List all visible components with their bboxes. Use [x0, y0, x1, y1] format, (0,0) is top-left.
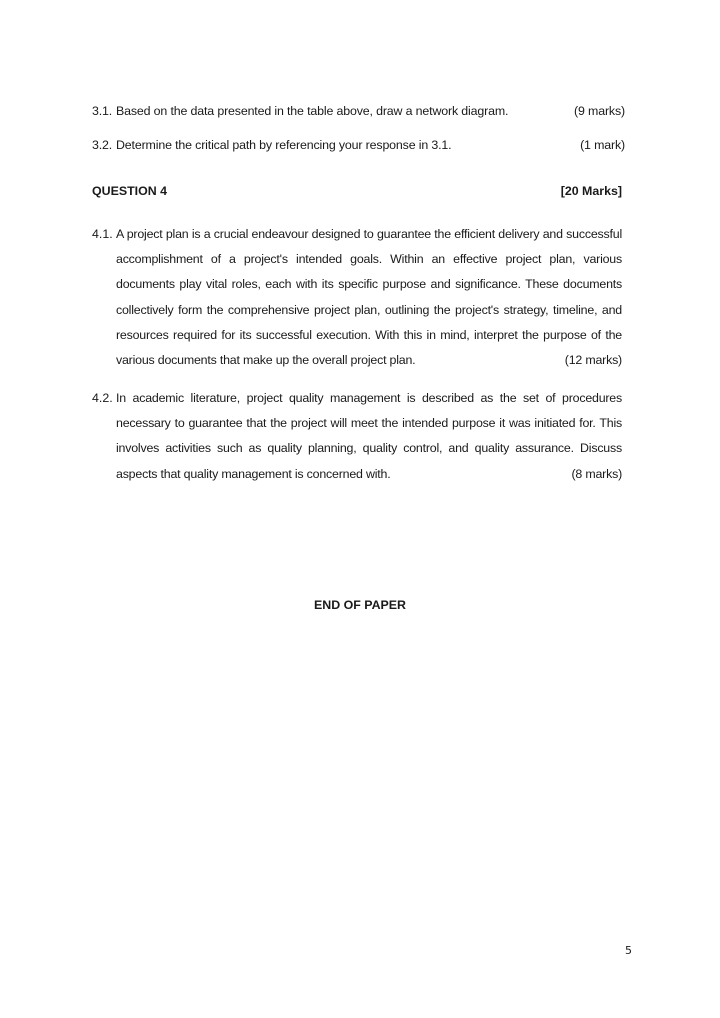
page-number: 5 — [625, 944, 632, 957]
question-4-2-body — [116, 386, 622, 487]
question-4-1-number: 4.1. — [92, 227, 113, 241]
question-4-heading: QUESTION 4 — [92, 184, 168, 198]
question-3-2 — [92, 138, 625, 152]
question-4-2 — [92, 386, 622, 487]
question-3-2-marks: (1 mark) — [580, 138, 625, 152]
question-4-1-marks: (12 marks) — [564, 353, 622, 368]
question-4-2-marks: (8 marks) — [571, 466, 622, 481]
question-4-1-body — [116, 222, 622, 373]
question-3-1-marks: (9 marks) — [574, 104, 625, 118]
question-4-heading-row — [92, 184, 622, 198]
question-4-2-number: 4.2. — [92, 391, 113, 405]
question-4-1 — [92, 222, 622, 373]
question-3-2-number: 3.2. — [92, 138, 113, 152]
question-4-2-text: In academic literature, project quality management is described as the set of procedures necessary to guarantee that the project will meet the intended purpose it was initiated for. This involves activities such as quality planning, quality control, and quality assurance. Discuss aspects that quality management is concerned with. — [116, 391, 622, 481]
question-3-1 — [92, 104, 625, 118]
question-3-1-number: 3.1. — [92, 104, 113, 118]
question-4-1-text: A project plan is a crucial endeavour designed to guarantee the efficient delivery and successful accomplishment of a project's intended goals. Within an effective project plan, various documents play vital roles, each with its specific purpose and significance. These documents collectively form the comprehensive project plan, outlining the project's strategy, timeline, and resources required for its successful execution. With this in mind, interpret the purpose of the various documents that make up the overall project plan. — [116, 227, 622, 368]
question-3-1-text: Based on the data presented in the table above, draw a network diagram. — [116, 104, 509, 118]
question-4-total-marks: [20 Marks] — [560, 184, 622, 198]
question-3-2-content — [92, 138, 451, 152]
end-of-paper: END OF PAPER — [313, 598, 407, 612]
question-3-1-content — [92, 104, 508, 118]
question-3-2-text: Determine the critical path by referencing your response in 3.1. — [116, 138, 452, 152]
